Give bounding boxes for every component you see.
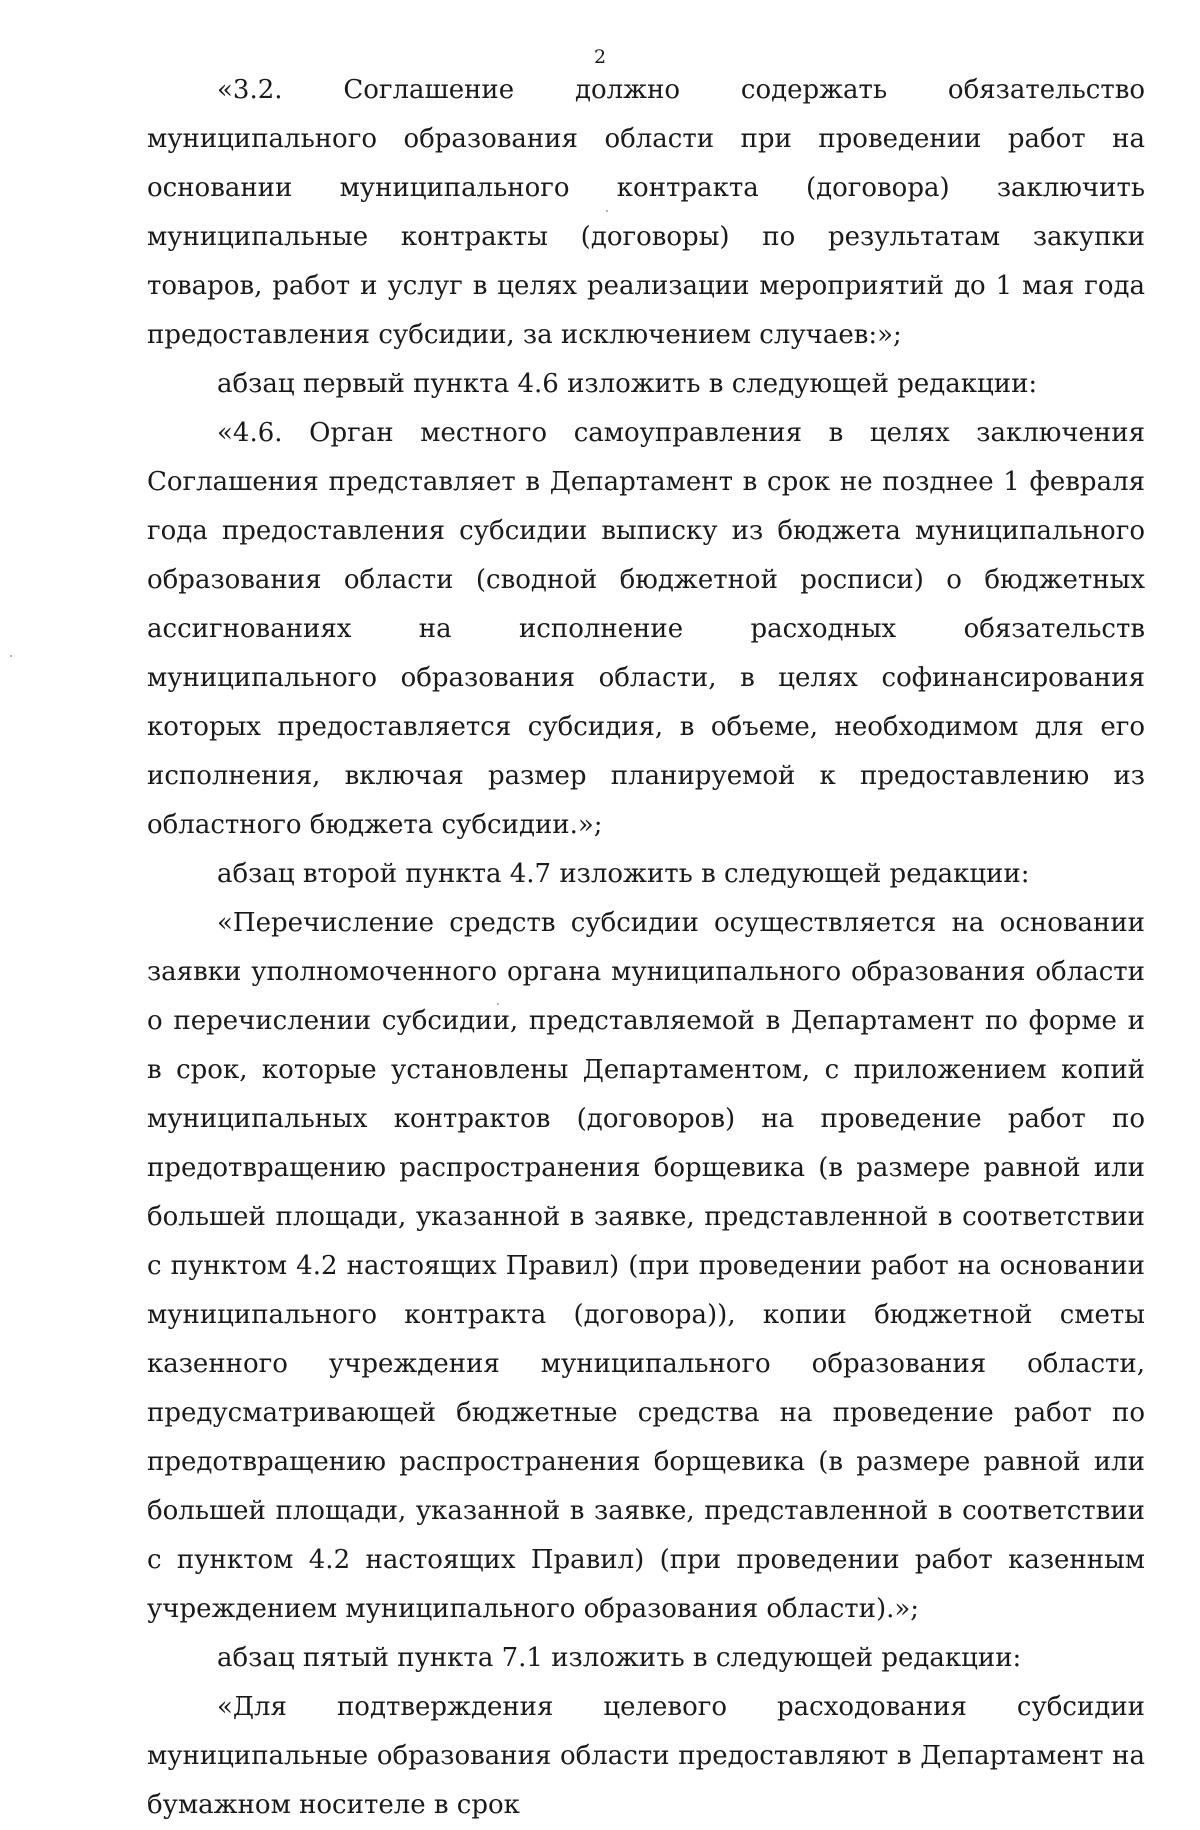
scan-speck — [10, 655, 12, 657]
paragraph-clause-4-6: «4.6. Орган местного самоуправления в целях заключения Соглашения представляет в Департамент в срок не позднее 1 февраля года предоставления субсидии выписку из бюджета муниципального образования области (сводной бюджетной росписи) о бюджетных ассигнованиях на исполнение расходных обязательств муниципального образования области, в целях софинансирования которых предоставляется субсидия, в объеме, необходимом для его исполнения, включая размер планируемой к предоставлению из областного бюджета субсидии.»; — [147, 418, 1145, 840]
scan-speck — [497, 1003, 499, 1005]
paragraph-amendment-4-6-intro: абзац первый пункта 4.6 изложить в следующей редакции: — [217, 369, 1038, 399]
paragraph-clause-3-2: «3.2. Соглашение должно содержать обязательство муниципального образования области при проведении работ на основании муниципального контракта (договора) заключить муниципальные контракты (договоры) по результатам закупки товаров, работ и услуг в целях реализации мероприятий до 1 мая года предоставления субсидии, за исключением случаев:»; — [147, 75, 1145, 350]
scan-speck — [606, 210, 608, 212]
paragraph-amendment-4-7-intro: абзац второй пункта 4.7 изложить в следующей редакции: — [217, 859, 1030, 889]
page-number: 2 — [593, 46, 607, 68]
paragraph-clause-7-1: «Для подтверждения целевого расходования субсидии муниципальные образования области предоставляют в Департамент на бумажном носителе в срок — [147, 1692, 1145, 1820]
paragraph-amendment-7-1-intro: абзац пятый пункта 7.1 изложить в следующей редакции: — [217, 1643, 1022, 1673]
document-body — [147, 66, 1145, 1830]
paragraph-clause-4-7: «Перечисление средств субсидии осуществляется на основании заявки уполномоченного органа муниципального образования области о перечислении субсидии, представляемой в Департамент по форме и в срок, которые установлены Департаментом, с приложением копий муниципальных контрактов (договоров) на проведение работ по предотвращению распространения борщевика (в размере равной или большей площади, указанной в заявке, представленной в соответствии с пунктом 4.2 настоящих Правил) (при проведении работ на основании муниципального контракта (договора)), копии бюджетной сметы казенного учреждения муниципального образования области, предусматривающей бюджетные средства на проведение работ по предотвращению распространения борщевика (в размере равной или большей площади, указанной в заявке, представленной в соответствии с пунктом 4.2 настоящих Правил) (при проведении работ казенным учреждением муниципального образования области).»; — [147, 908, 1145, 1624]
